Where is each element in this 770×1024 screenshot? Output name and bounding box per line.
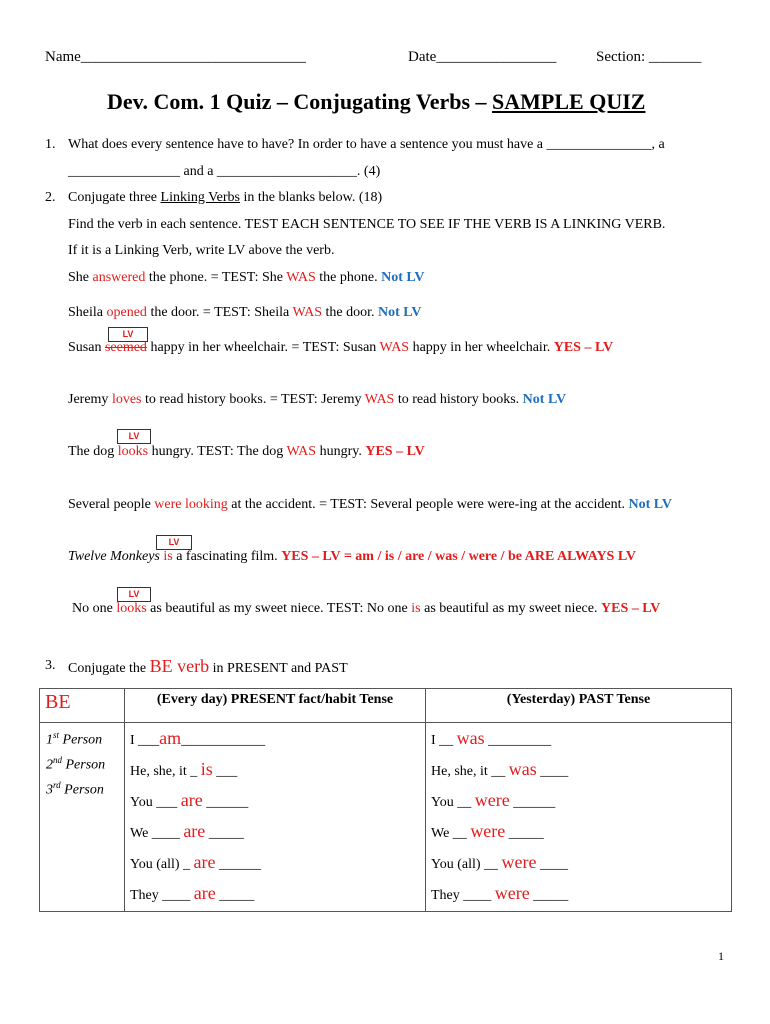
present-row-pre: You ___: [130, 795, 181, 810]
past-header-cell: [426, 689, 732, 723]
date-field[interactable]: Date________________: [408, 49, 557, 65]
q1-number: 1.: [45, 137, 56, 152]
s7-a: Twelve Monkeys: [68, 549, 160, 564]
s5-c: hungry.: [316, 444, 366, 459]
s8-c: as beautiful as my sweet niece.: [420, 601, 601, 616]
present-row-post: ______: [215, 857, 262, 872]
s2-b: the door. = TEST: Sheila: [146, 305, 293, 320]
present-row: [125, 847, 425, 878]
s7-result: YES – LV = am / is / are / was / were / be ARE ALWAYS LV: [281, 549, 636, 564]
q3-prompt: [68, 656, 348, 677]
past-row-answer: was: [508, 759, 537, 779]
past-row: [426, 816, 731, 847]
past-row-post: _____: [529, 888, 569, 903]
page-number: 1: [718, 949, 724, 963]
s8-result: YES – LV: [601, 601, 661, 616]
present-row-answer: are: [193, 883, 216, 903]
person-3: [40, 773, 124, 798]
s8-is: is: [411, 601, 421, 616]
present-row-answer: are: [183, 821, 206, 841]
past-row-answer: were: [474, 790, 510, 810]
s1-result: Not LV: [381, 270, 425, 285]
lv-mark-s7: LV: [156, 535, 192, 550]
s3-was: WAS: [379, 340, 410, 355]
title-main: Dev. Com. 1 Quiz – Conjugating Verbs –: [107, 89, 493, 114]
persons-cell: [40, 723, 125, 912]
past-row-pre: We __: [431, 826, 471, 841]
past-row-post: _________: [484, 733, 552, 748]
s2-was: WAS: [292, 305, 323, 320]
s6-verb: were looking: [154, 497, 228, 512]
person-2-label: Person: [62, 757, 106, 773]
name-field[interactable]: Name______________________________: [45, 49, 306, 65]
sentence-1: [68, 270, 425, 286]
past-cell: [426, 723, 732, 912]
s4-c: to read history books.: [394, 392, 523, 407]
past-row-pre: You (all) __: [431, 857, 502, 872]
conjugation-table: [39, 688, 732, 912]
person-3-num: 3: [46, 782, 53, 798]
s5-a: The dog: [68, 444, 118, 459]
present-row-post: ______: [202, 795, 249, 810]
sentence-4: [68, 392, 566, 408]
present-row: [125, 754, 425, 785]
s8-a: No one: [72, 601, 117, 616]
person-2: [40, 748, 124, 773]
s1-was: WAS: [286, 270, 316, 285]
be-label: BE: [45, 691, 71, 713]
past-header: (Yesterday) PAST Tense: [506, 692, 651, 707]
s3-result: YES – LV: [553, 340, 614, 355]
lv-mark-s8: LV: [117, 587, 151, 602]
past-row-answer: were: [470, 821, 506, 841]
s4-a: Jeremy: [68, 392, 112, 407]
s5-verb: looks: [117, 444, 149, 459]
lv-mark-s3: LV: [108, 327, 148, 342]
past-row-answer: were: [501, 852, 537, 872]
q1-line2: ________________ and a ____________________. (4): [68, 164, 381, 179]
past-row: [426, 723, 731, 754]
q2-intro-a: Conjugate three: [68, 190, 161, 205]
person-1-label: Person: [59, 732, 103, 748]
sentence-8: [72, 601, 660, 617]
past-row: [426, 754, 731, 785]
s4-verb: loves: [111, 392, 142, 407]
lv-mark-s5: LV: [117, 429, 151, 444]
s2-result: Not LV: [378, 305, 422, 320]
q2-instruction-2: If it is a Linking Verb, write LV above the verb.: [68, 243, 335, 258]
s5-b: hungry. TEST: The dog: [148, 444, 287, 459]
past-row-post: ____: [536, 764, 569, 779]
sentence-3: [68, 340, 613, 356]
past-row-post: ______: [509, 795, 556, 810]
past-row-post: ____: [536, 857, 569, 872]
q3-be-verb: BE verb: [149, 656, 210, 676]
past-row: [426, 878, 731, 909]
page-title: [107, 89, 645, 115]
q2-intro-link: Linking Verbs: [160, 190, 240, 205]
q3-a: Conjugate the: [68, 661, 150, 676]
past-row-answer: was: [456, 728, 485, 748]
s2-verb: opened: [106, 305, 147, 320]
q2-instruction-1: Find the verb in each sentence. TEST EACH SENTENCE TO SEE IF THE VERB IS A LINKING VERB.: [68, 217, 666, 232]
present-row-pre: We ____: [130, 826, 184, 841]
present-row-post: _____: [205, 826, 244, 841]
s1-c: the phone.: [315, 270, 382, 285]
s2-a: Sheila: [68, 305, 107, 320]
past-row-pre: I __: [431, 733, 457, 748]
s5-was: WAS: [286, 444, 317, 459]
person-3-sup: rd: [53, 780, 61, 790]
present-row-post: ___: [212, 764, 238, 779]
s8-b: as beautiful as my sweet niece. TEST: No one: [146, 601, 412, 616]
s4-was: WAS: [364, 392, 395, 407]
present-row: [125, 878, 425, 909]
present-row-post: _____: [215, 888, 255, 903]
s2-c: the door.: [322, 305, 379, 320]
present-row-answer: is: [200, 759, 213, 779]
q2-intro-b: in the blanks below. (18): [240, 190, 383, 205]
present-row-pre: He, she, it _: [130, 764, 201, 779]
s1-b: the phone. = TEST: She: [145, 270, 287, 285]
present-row: [125, 723, 425, 754]
s4-result: Not LV: [522, 392, 567, 407]
person-1-sup: st: [53, 730, 60, 740]
present-row-answer: are: [193, 852, 216, 872]
s6-result: Not LV: [628, 497, 672, 512]
s6-b: at the accident. = TEST: Several people were were-ing at the accident.: [227, 497, 629, 512]
person-1: [40, 723, 124, 748]
past-row-pre: He, she, it __: [431, 764, 509, 779]
sentence-2: [68, 305, 421, 321]
person-2-num: 2: [46, 757, 53, 773]
s3-b: happy in her wheelchair. = TEST: Susan: [146, 340, 380, 355]
s7-b: a fascinating film.: [172, 549, 282, 564]
table-corner-cell: [40, 689, 125, 723]
q1-line1: What does every sentence have to have? In order to have a sentence you must have a _______________, a: [68, 137, 665, 152]
present-row: [125, 785, 425, 816]
present-row-pre: You (all) _: [130, 857, 194, 872]
s3-a: Susan: [68, 340, 105, 355]
present-header: (Every day) PRESENT fact/habit Tense: [156, 692, 394, 707]
present-header-cell: [125, 689, 426, 723]
s1-verb: answered: [92, 270, 146, 285]
sentence-6: [68, 497, 672, 513]
q2-intro: [68, 190, 382, 206]
q3-b: in PRESENT and PAST: [209, 661, 348, 676]
q3-number: 3.: [45, 658, 56, 673]
present-row: [125, 816, 425, 847]
past-row: [426, 785, 731, 816]
s3-verb: seemed: [104, 340, 147, 355]
person-3-label: Person: [60, 782, 104, 798]
person-1-num: 1: [46, 732, 53, 748]
sentence-5: [68, 444, 425, 460]
present-cell: [125, 723, 426, 912]
present-row-answer: are: [180, 790, 203, 810]
s4-b: to read history books. = TEST: Jeremy: [141, 392, 365, 407]
present-row-answer: am: [159, 728, 182, 748]
past-row-post: _____: [505, 826, 544, 841]
q2-number: 2.: [45, 190, 56, 205]
past-row-pre: You __: [431, 795, 475, 810]
past-row-answer: were: [494, 883, 530, 903]
past-row-pre: They ____: [431, 888, 495, 903]
s7-verb: is: [163, 549, 173, 564]
past-row: [426, 847, 731, 878]
s6-a: Several people: [68, 497, 155, 512]
present-row-post: ____________: [181, 733, 266, 748]
s5-result: YES – LV: [365, 444, 425, 459]
person-2-sup: nd: [53, 755, 62, 765]
s3-c: happy in her wheelchair.: [409, 340, 554, 355]
present-row-pre: I ___: [130, 733, 160, 748]
sentence-7: [68, 549, 636, 565]
s1-a: She: [68, 270, 93, 285]
s8-verb: looks: [116, 601, 147, 616]
title-sample: SAMPLE QUIZ: [492, 89, 646, 114]
section-field[interactable]: Section: _______: [596, 49, 702, 65]
present-row-pre: They ____: [130, 888, 194, 903]
